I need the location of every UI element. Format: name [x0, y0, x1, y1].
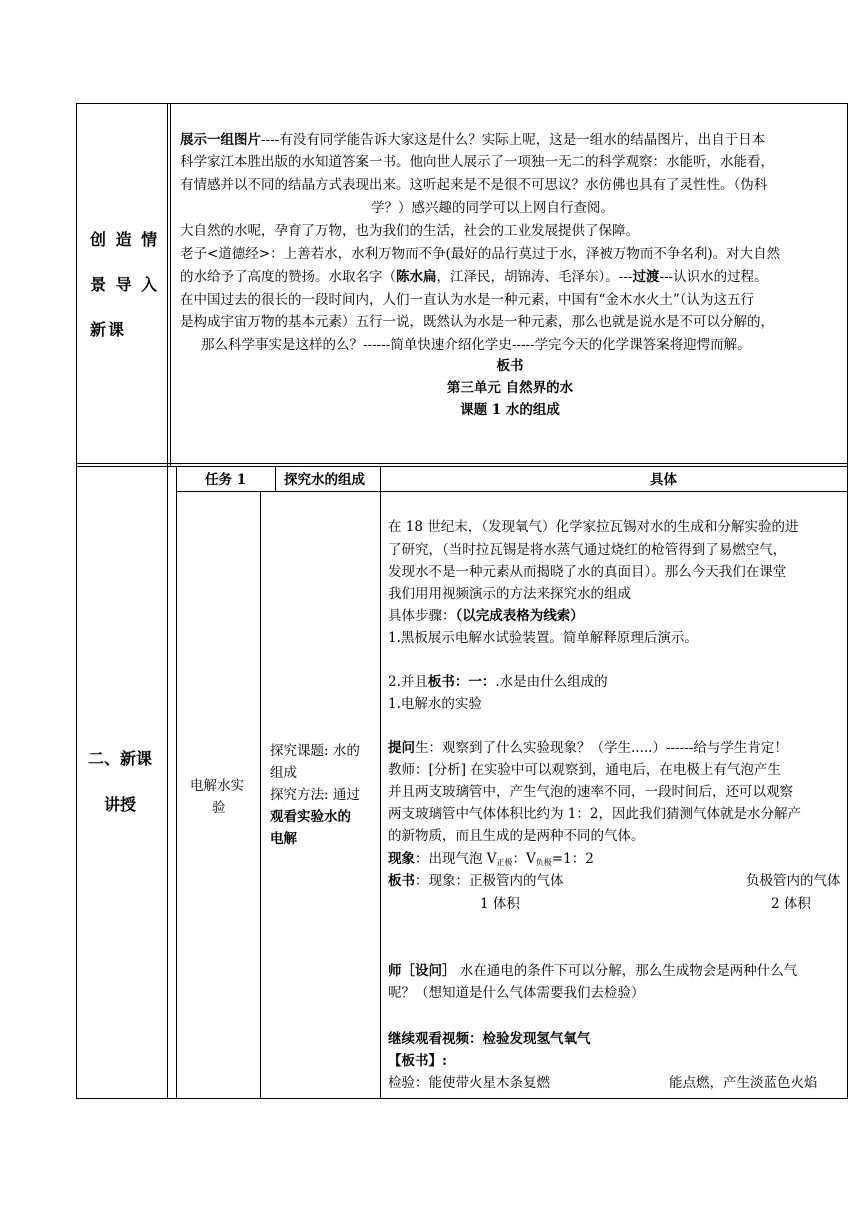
detail-line: 1.电解水的实验 — [388, 696, 482, 712]
label-separator — [167, 103, 168, 1099]
paragraph-line: 大自然的水呢，孕育了万物，也为我们的生活，社会的工业发展提供了保障。 — [180, 223, 639, 239]
detail-line: 并且两支玻璃管中，产生气泡的速率不同，一段时间后，还可以观察 — [388, 784, 793, 800]
subscript: 正极 — [496, 858, 513, 867]
section-divider — [76, 463, 848, 464]
text: .水是由什么组成的 — [495, 674, 608, 690]
inner-header-bottom — [176, 491, 848, 492]
experiment-name-line: 电解水实 — [190, 778, 244, 794]
board-title: 板书 — [496, 358, 524, 374]
paragraph-line: 有情感并以不同的结晶方式表现出来。这听起来是不是很不可思议？水仿佛也具有了灵性性。（伪科 — [180, 177, 768, 193]
bold-text: 师［设问］ — [388, 963, 456, 979]
detail-line: 呢？（想知道是什么气体需要我们去检验） — [388, 985, 645, 1001]
topic-line: 探究课题: 水的 — [270, 743, 360, 759]
header-topic: 探究水的组成 — [284, 472, 365, 488]
experiment-name-line: 验 — [212, 800, 226, 816]
detail-line: 【板书】: — [388, 1053, 447, 1069]
detail-line — [388, 673, 608, 691]
paragraph-line: 科学家江本胜出版的水知道答案一书。他向世人展示了一项独一无二的科学观察：水能听，水能看， — [180, 154, 774, 170]
detail-line — [388, 872, 564, 890]
detail-line: 能点燃，产生淡蓝色火焰 — [669, 1075, 818, 1091]
topic-line: 电解 — [270, 831, 297, 847]
text: ：现象：正极管内的气体 — [415, 873, 564, 889]
paragraph-line — [180, 268, 768, 286]
topic-line: 探究方法: 通过 — [270, 787, 360, 803]
detail-line: 在 18 世纪末，（发现氧气）化学家拉瓦锡对水的生成和分解实验的进 — [388, 519, 799, 535]
inner-col-topic — [260, 491, 261, 1099]
section1-label-line: 创 造 情 — [90, 230, 160, 249]
detail-line — [388, 739, 788, 757]
detail-line: 继续观看视频：检验发现氢气氧气 — [388, 1031, 591, 1047]
text: 2.并且 — [388, 674, 428, 690]
subscript: 负极 — [535, 858, 552, 867]
table-border-left — [76, 103, 77, 1099]
lesson-title: 课题 1 水的组成 — [460, 402, 560, 418]
detail-line: 1 体积 — [480, 896, 520, 912]
detail-line — [388, 850, 594, 872]
detail-line: 检验：能使带火星木条复燃 — [388, 1075, 550, 1091]
detail-line: 发现水不是一种元素从而揭晓了水的真面目）。那么今天我们在课堂 — [388, 564, 787, 580]
header-task: 任务 1 — [205, 472, 247, 488]
inner-col-task — [275, 466, 276, 492]
label-separator-2 — [170, 103, 171, 467]
topic-line: 观看实验水的 — [270, 809, 351, 825]
detail-line: 的新物质，而且生成的是两种不同的气体。 — [388, 828, 645, 844]
detail-line: 负极管内的气体 — [746, 873, 841, 889]
detail-line — [388, 607, 584, 625]
bold-text: 现象 — [388, 851, 415, 867]
text: =1：2 — [551, 851, 594, 867]
text: 的水给予了高度的赞扬。水取名字（ — [180, 269, 396, 285]
detail-line — [388, 962, 797, 980]
paragraph-line: 在中国过去的很长的一段时间内，人们一直认为水是一种元素，中国有“金木水火土”（认为这五行 — [180, 292, 755, 308]
bold-text: 提问 — [388, 740, 415, 756]
text: 生：观察到了什么实验现象？（学生.....）------给与学生肯定！ — [415, 740, 788, 756]
section1-label-line: 景 导 入 — [90, 275, 160, 294]
text: ---认识水的过程。 — [659, 269, 768, 285]
header-detail: 具体 — [650, 472, 677, 488]
section2-label-line: 二、新课 — [88, 749, 153, 768]
topic-line: 组成 — [270, 765, 297, 781]
inner-col-detail — [380, 466, 381, 1099]
text: 具体步骤： — [388, 608, 456, 624]
paragraph-line: 是构成宇宙万物的基本元素）五行一说，既然认为水是一种元素，那么也就是说水是不可以分解的， — [180, 314, 774, 330]
section-divider-2 — [76, 466, 848, 467]
bold-text: 陈水扁 — [396, 269, 437, 285]
table-border-bottom — [76, 1098, 848, 1099]
bold-text: 板书：一： — [427, 674, 496, 690]
paragraph-line: 学？）感兴趣的同学可以上网自行查阅。 — [371, 200, 614, 216]
paragraph-line: 那么科学事实是这样的么？------简单快速介绍化学史-----学完今天的化学课答案将迎愕而解。 — [201, 337, 751, 353]
text: ，江泽民，胡锦涛、毛泽东）。--- — [436, 269, 633, 285]
inner-left — [176, 466, 177, 1099]
table-border-right — [847, 103, 848, 1099]
bold-text: 板书 — [388, 873, 415, 889]
text: ：出现气泡 V — [415, 851, 497, 867]
detail-line: 我们用用视频演示的方法来探究水的组成 — [388, 586, 631, 602]
bold-text: （以完成表格为线索） — [455, 608, 584, 624]
section2-label-line: 讲授 — [104, 795, 137, 814]
bold-text: 展示一组图片 — [180, 132, 261, 148]
bold-text: 过渡 — [632, 269, 660, 285]
table-border-top — [76, 103, 848, 104]
paragraph-line — [180, 131, 765, 149]
detail-line: 教师：[分析] 在实验中可以观察到，通电后，在电极上有气泡产生 — [388, 762, 781, 778]
detail-line: 2 体积 — [771, 896, 811, 912]
detail-line: 了研究，（当时拉瓦锡是将水蒸气通过烧红的枪管得到了易燃空气， — [388, 542, 787, 558]
paragraph-line: 老子<道德经>：上善若水，水利万物而不争(最好的品行莫过于水，泽被万物而不争名利)。对大自然 — [180, 246, 781, 262]
unit-title: 第三单元 自然界的水 — [446, 380, 574, 396]
text: ----有没有同学能告诉大家这是什么？实际上呢，这是一组水的结晶图片，出自于日本 — [261, 132, 766, 148]
section1-label-line: 新课 — [90, 320, 127, 339]
detail-line: 两支玻璃管中气体体积比约为 1：2，因此我们猜测气体就是水分解产 — [388, 806, 801, 822]
text: 水在通电的条件下可以分解，那么生成物会是两种什么气 — [455, 963, 798, 979]
detail-line: 1.黑板展示电解水试验装置。简单解释原理后演示。 — [388, 630, 698, 646]
text: ：V — [512, 851, 536, 867]
